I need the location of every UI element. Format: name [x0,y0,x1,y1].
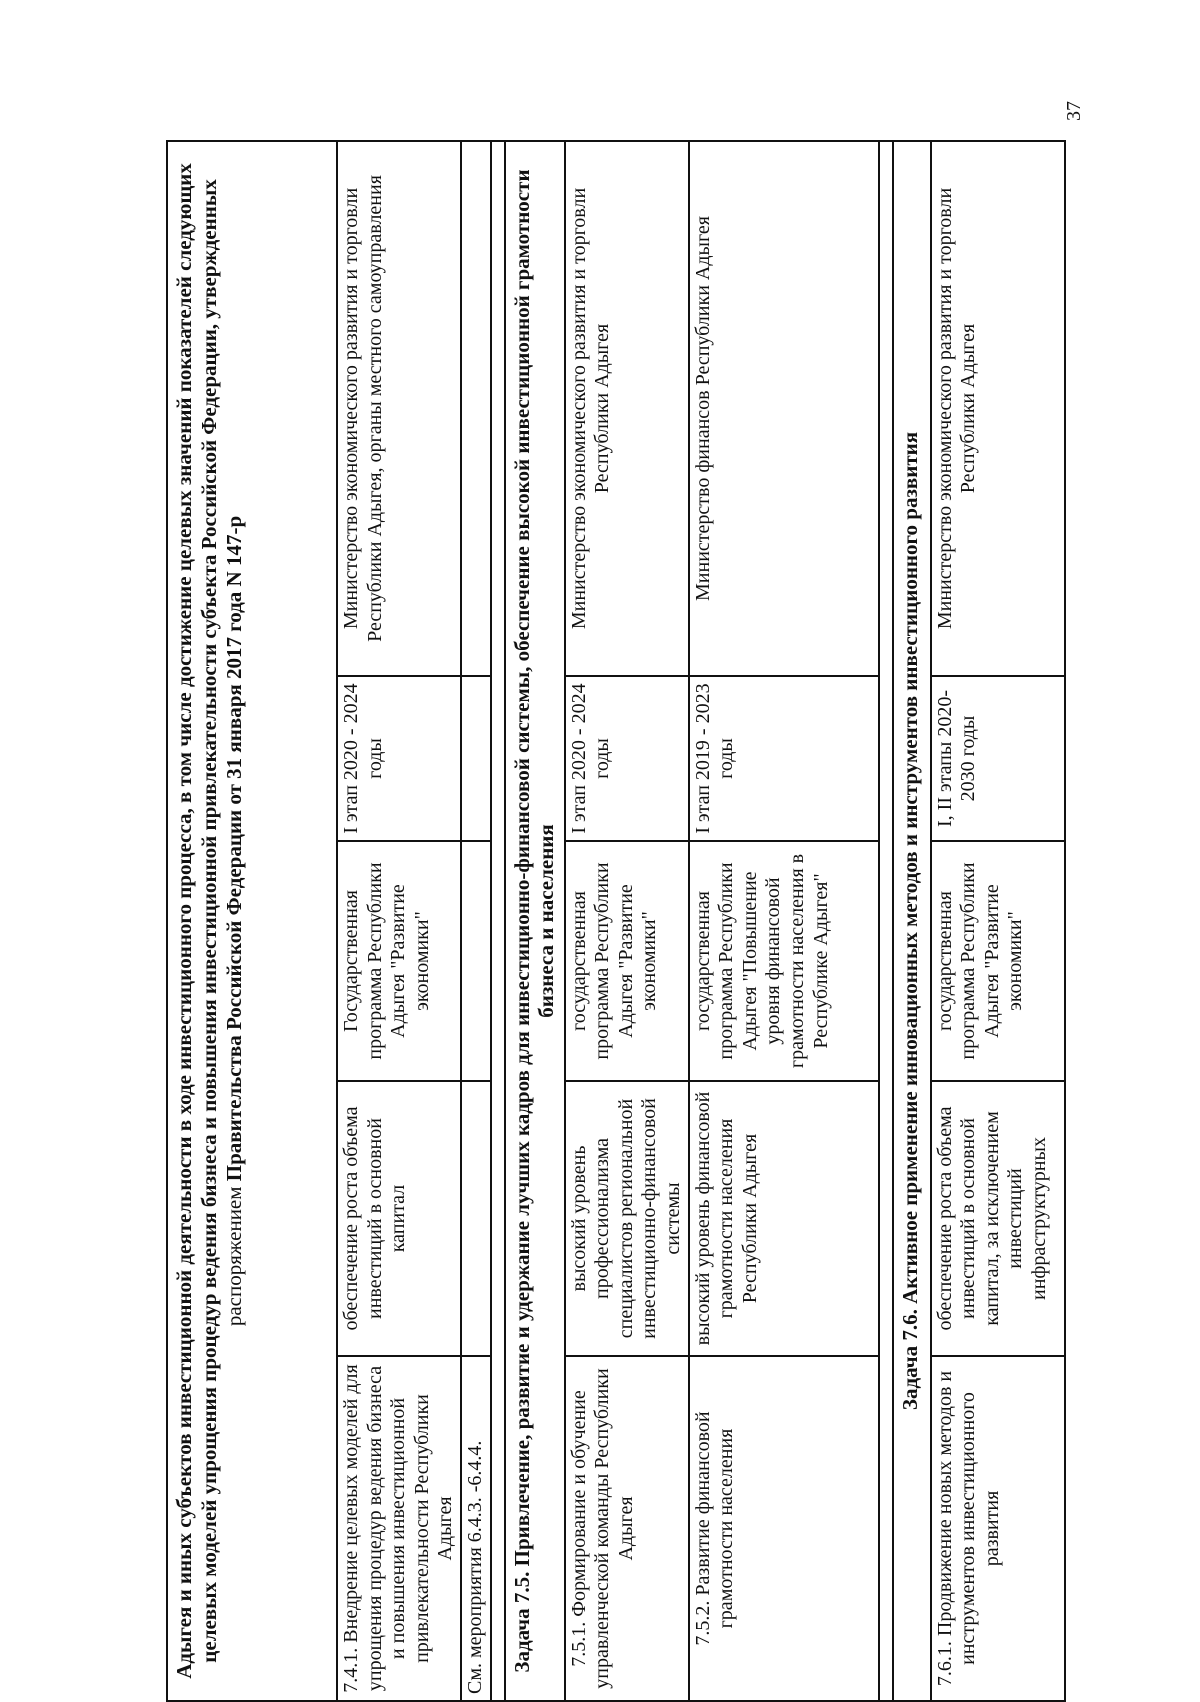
section-intro-bold-a: Адыгея и иных субъектов инвестиционной деятельности в ходе инвестиционного процесса, в том числе достижение целевых значений показателей следующих целевых моделей упрощения процедур ведения бизнеса и повышения инвестиционной привлекательности субъекта Российской Федерации, утвержденных [172,163,221,1679]
table-row [565,141,689,1701]
executor-cell: Министерство финансов Республики Адыгея [689,141,879,676]
section-intro-heading [167,141,337,1701]
table-row [461,141,491,1701]
period-cell: I этап 2020 - 2024 годы [565,676,689,841]
page-number: 37 [1063,101,1085,121]
executor-cell: Министерство экономического развития и торговли Республики Адыгея [565,141,689,676]
program-cell: государственная программа Республики Адыгея "Повышение уровня финансовой грамотности населения в Республике Адыгея" [689,841,879,1081]
table-row [931,141,1065,1701]
program-cell: государственная программа Республики Адыгея "Развитие экономики" [565,841,689,1081]
measure-cell: 7.5.1. Формирование и обучение управленческой команды Республики Адыгея [565,1356,689,1701]
measures-table [166,140,1066,1702]
task-7-6-heading: Задача 7.6. Активное применение инновационных методов и инструментов инвестиционного развития [893,141,931,1701]
see-also-cell: См. мероприятия 6.4.3. -6.4.4. [461,1356,491,1701]
period-cell: I этап 2020 - 2024 годы [337,676,461,841]
measure-cell: 7.5.2. Развитие финансовой грамотности населения [689,1356,879,1701]
result-cell: обеспечение роста объема инвестиций в основной капитал, за исключением инвестиций инфраструктурных [931,1081,1065,1356]
result-cell: высокий уровень финансовой грамотности населения Республики Адыгея [689,1081,879,1356]
section-intro-normal: распоряжением [221,1181,246,1327]
rotated-table-sheet [166,142,1066,1702]
result-cell: высокий уровень профессионализма специалистов региональной инвестиционно-финансовой системы [565,1081,689,1356]
table-row [689,141,879,1701]
program-cell: Государственная программа Республики Адыгея "Развитие экономики" [337,841,461,1081]
result-cell: обеспечение роста объема инвестиций в основной капитал [337,1081,461,1356]
period-cell: I этап 2019 - 2023 годы [689,676,879,841]
measure-cell: 7.6.1. Продвижение новых методов и инструментов инвестиционного развития [931,1356,1065,1701]
executor-cell: Министерство экономического развития и торговли Республики Адыгея [931,141,1065,676]
executor-cell: Министерство экономического развития и торговли Республики Адыгея, органы местного самоуправления [337,141,461,676]
period-cell: I, II этапы 2020-2030 годы [931,676,1065,841]
task-7-5-heading: Задача 7.5. Привлечение, развитие и удержание лучших кадров для инвестиционно-финансовой системы, обеспечение высокой инвестиционной грамотности бизнеса и населения [505,141,565,1701]
section-intro-bold-b: Правительства Российской Федерации от 31 января 2017 года N 147-р [221,515,246,1182]
measure-cell: 7.4.1. Внедрение целевых моделей для упрощения процедур ведения бизнеса и повышения инвестиционной привлекательности Республики Адыгея [337,1356,461,1701]
table-row [337,141,461,1701]
program-cell: государственная программа Республики Адыгея "Развитие экономики" [931,841,1065,1081]
